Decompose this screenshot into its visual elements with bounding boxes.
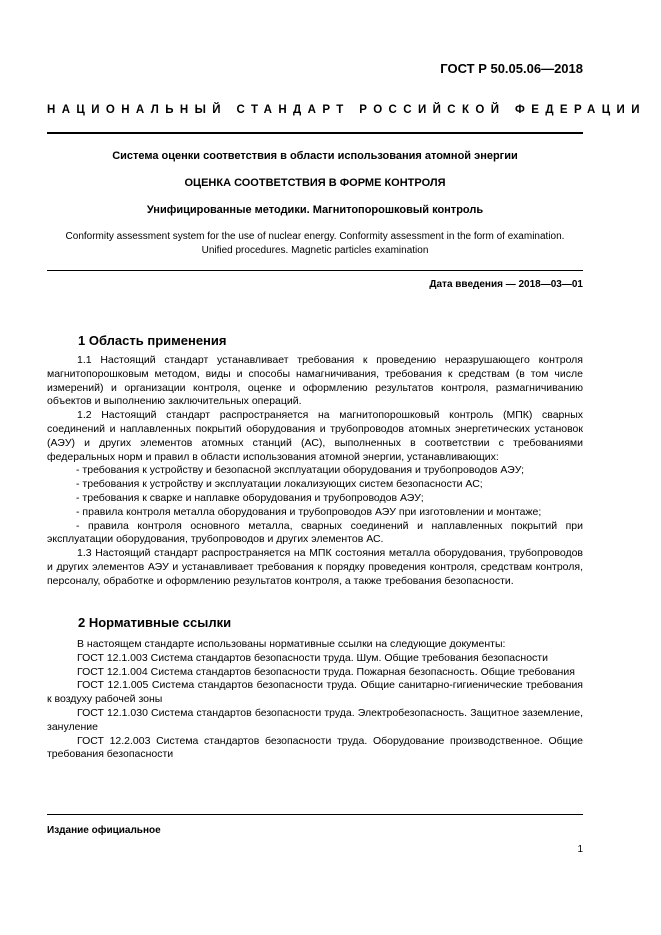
- list-item: - правила контроля основного металла, сварных соединений и наплавленных покрытий при эксплуатации оборудования, трубопроводов и других элементов АС.: [47, 519, 583, 546]
- header-rule: [47, 132, 583, 134]
- reference-item: ГОСТ 12.1.004 Система стандартов безопасности труда. Пожарная безопасность. Общие требования: [77, 665, 575, 678]
- list-item: - требования к устройству и эксплуатации локализующих систем безопасности АС;: [76, 478, 483, 491]
- section-1-body: [47, 354, 583, 589]
- paragraph-1-3: 1.3 Настоящий стандарт распространяется на МПК состояния металла оборудования, трубопроводов и других элементов АЭУ и устанавливает требования к порядку проведения контроля, средствам контроля, персоналу, обработке и оформлению результатов контроля, а также требования безопасности.: [47, 547, 583, 587]
- system-title: Система оценки соответствия в области использования атомной энергии: [112, 150, 518, 162]
- list-item: - правила контроля металла оборудования и трубопроводов АЭУ при изготовлении и монтаже;: [76, 505, 542, 518]
- national-standard-heading: НАЦИОНАЛЬНЫЙ СТАНДАРТ РОССИЙСКОЙ ФЕДЕРАЦИИ: [47, 104, 646, 116]
- intro-date: Дата введения — 2018—03—01: [429, 279, 583, 290]
- official-edition-label: Издание официальное: [47, 825, 161, 836]
- english-title-line-1: Conformity assessment system for the use of nuclear energy. Conformity assessment in the form of examination.: [65, 231, 565, 242]
- paragraph-1-2: 1.2 Настоящий стандарт распространяется на магнитопорошковый контроль (МПК) сварных соединений и наплавленных покрытий оборудования и трубопроводов атомных энергетических установок (АЭУ) и других элементов атомных станций (АС), выполненных в соответствии с требованиями федеральных норм и правил в области использования атомной энергии, устанавливающих:: [47, 409, 583, 463]
- page-number: 1: [577, 844, 583, 855]
- paragraph-1-1: 1.1 Настоящий стандарт устанавливает требования к проведению неразрушающего контроля магнитопорошковым методом, виды и способы намагничивания, требования к средствам (в том числе измерений) и организации контроля, оценке и оформлению результатов контроля, размагничиванию объектов и выполнению заключительных операций.: [47, 354, 583, 408]
- list-item: - требования к сварке и наплавке оборудования и трубопроводов АЭУ;: [76, 491, 424, 504]
- title-rule: [47, 270, 583, 271]
- document-title: ОЦЕНКА СООТВЕТСТВИЯ В ФОРМЕ КОНТРОЛЯ: [184, 177, 446, 189]
- reference-item: ГОСТ 12.1.005 Система стандартов безопасности труда. Общие санитарно-гигиенические требования к воздуху рабочей зоны: [47, 679, 583, 706]
- document-subtitle: Унифицированные методики. Магнитопорошковый контроль: [146, 204, 484, 216]
- english-title: [47, 230, 583, 257]
- section-2-heading: 2 Нормативные ссылки: [78, 615, 232, 630]
- section-1-heading: 1 Область применения: [78, 333, 227, 348]
- section-2-body: [47, 638, 583, 762]
- footer-rule: [47, 814, 583, 815]
- reference-item: ГОСТ 12.1.003 Система стандартов безопасности труда. Шум. Общие требования безопасности: [77, 651, 548, 664]
- reference-item: ГОСТ 12.2.003 Система стандартов безопасности труда. Оборудование производственное. Общие требования безопасности: [47, 734, 583, 761]
- english-title-line-2: Unified procedures. Magnetic particles examination: [201, 244, 429, 256]
- standard-code: ГОСТ Р 50.05.06—2018: [440, 61, 583, 76]
- section-2-intro: В настоящем стандарте использованы нормативные ссылки на следующие документы:: [77, 638, 506, 650]
- list-item: - требования к устройству и безопасной эксплуатации оборудования и трубопроводов АЭУ;: [76, 464, 525, 477]
- reference-item: ГОСТ 12.1.030 Система стандартов безопасности труда. Электробезопасность. Защитное заземление, зануление: [47, 706, 583, 733]
